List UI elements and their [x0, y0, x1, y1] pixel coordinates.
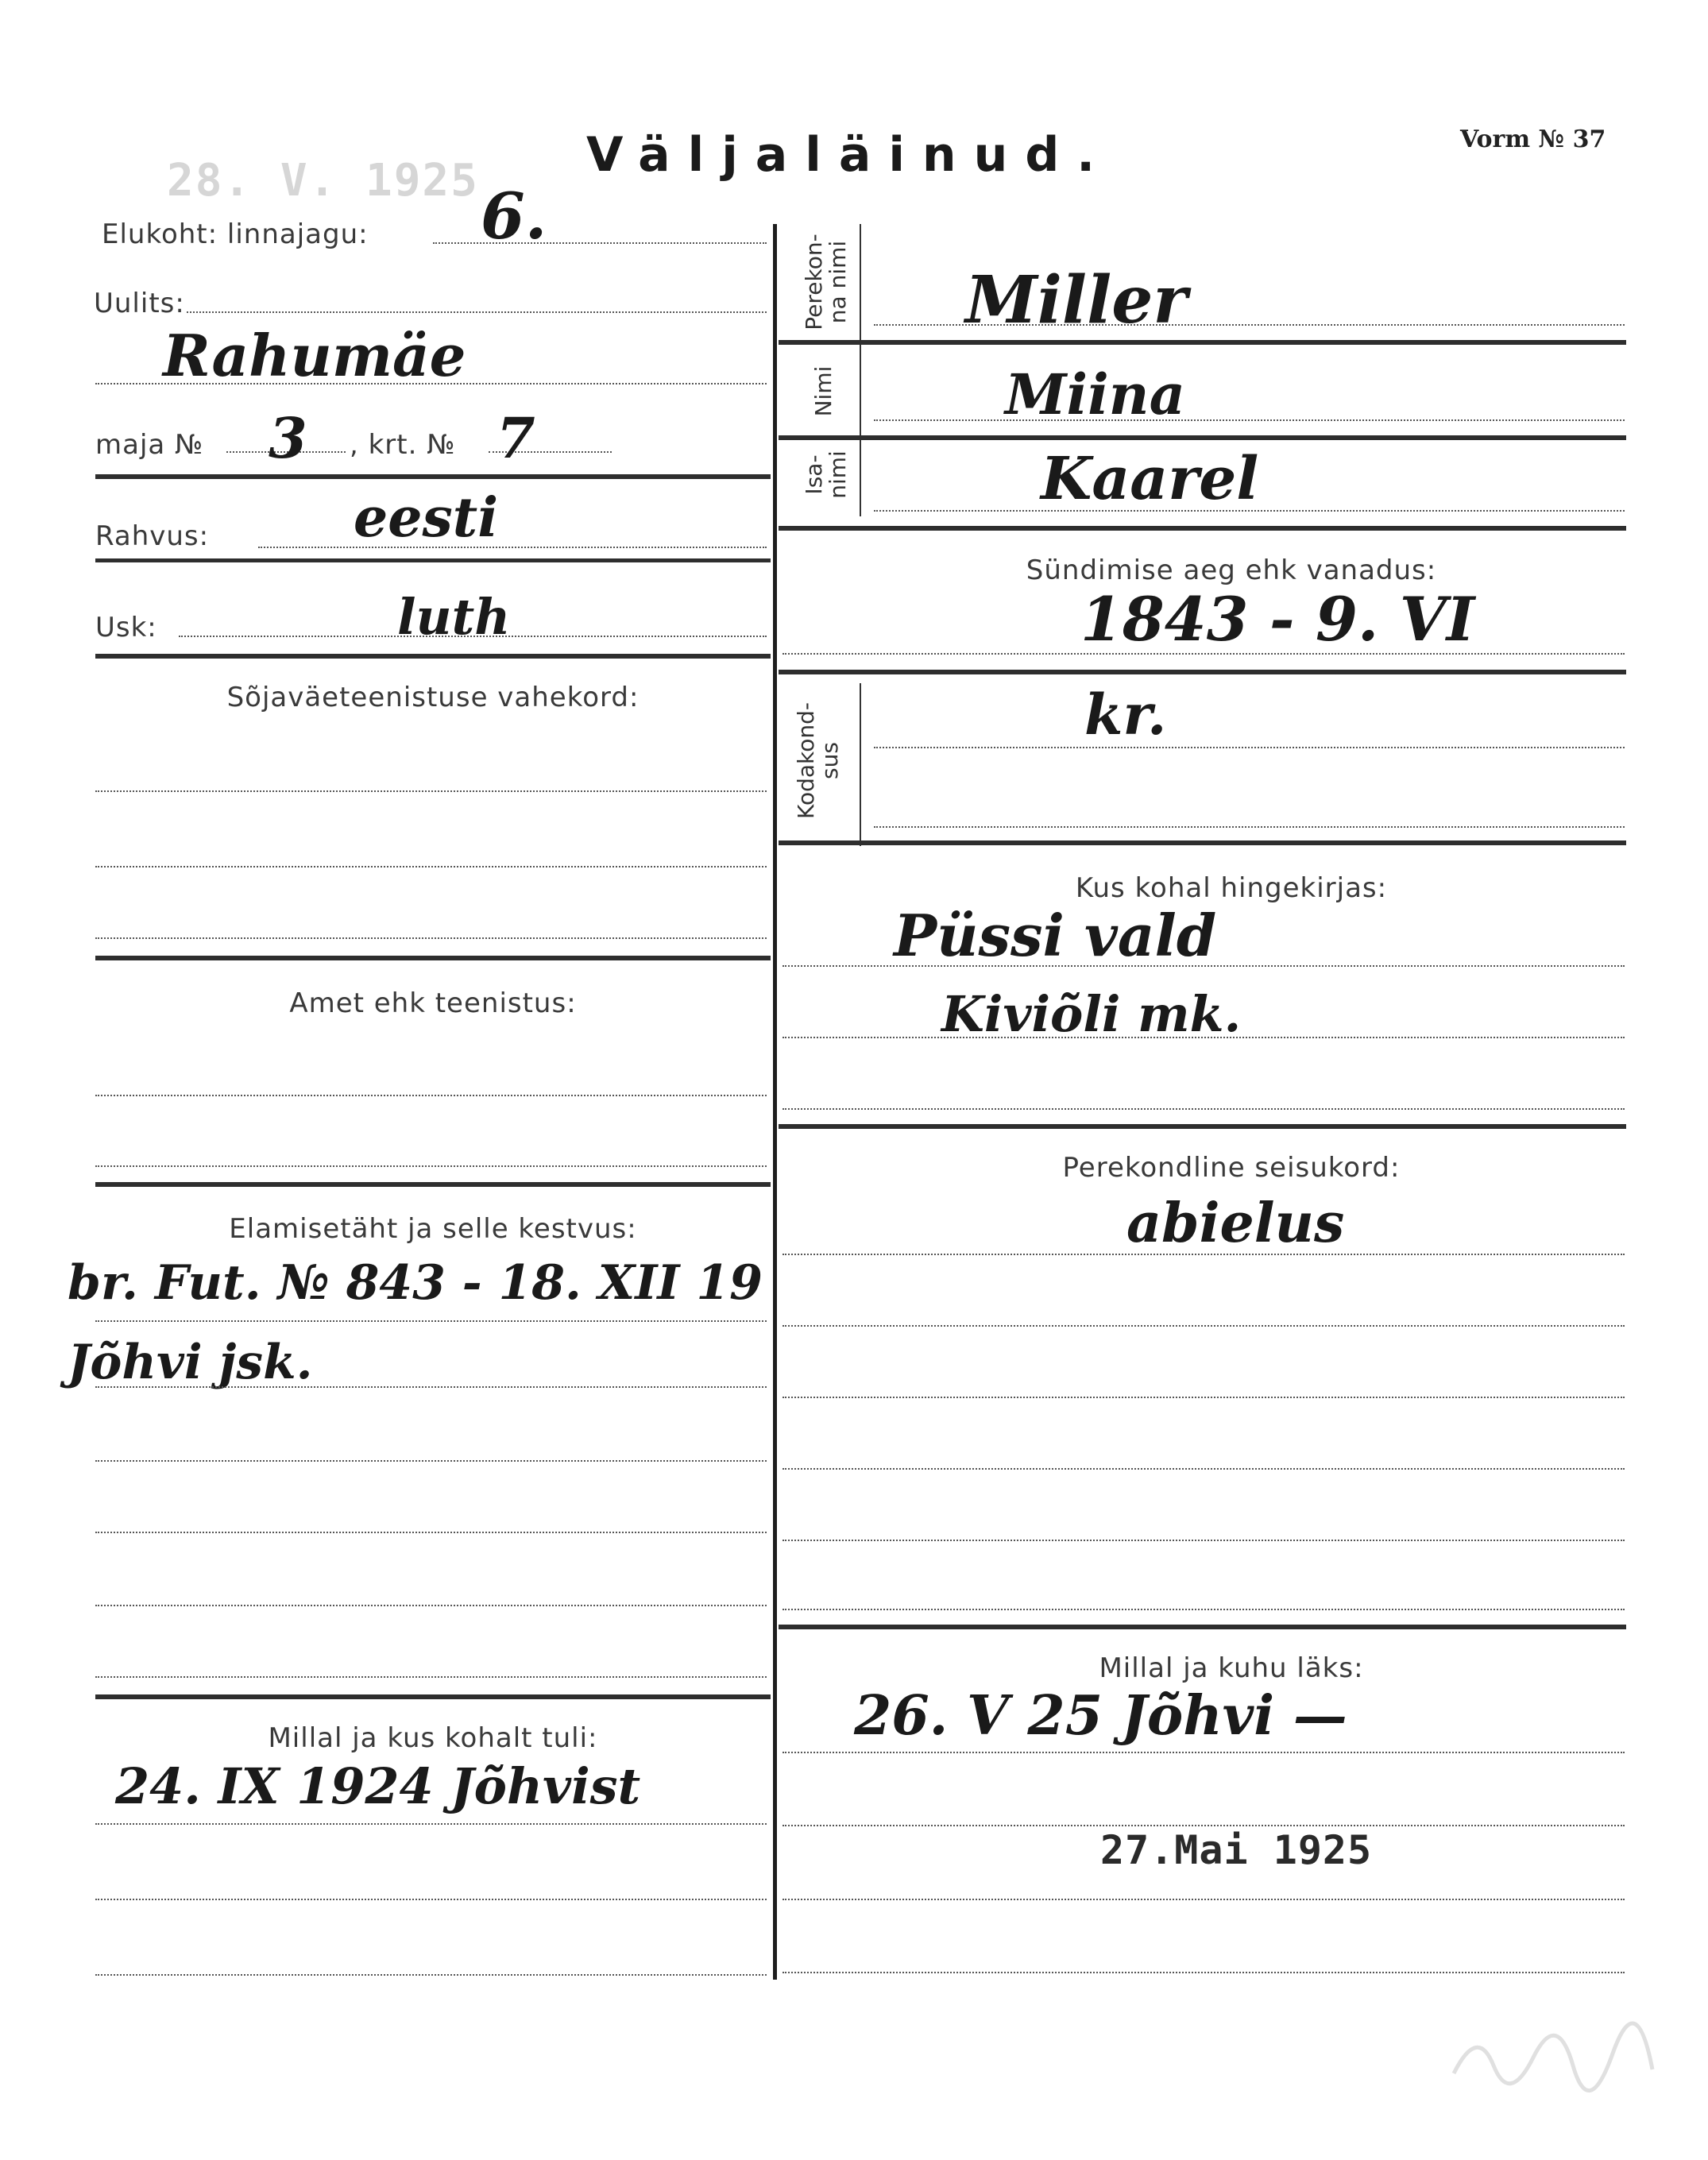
elamise-line1: br. Fut. № 843 - 18. XII 19	[68, 1255, 763, 1311]
nimi-value: Miina	[1005, 361, 1185, 427]
line	[783, 1468, 1625, 1470]
elukoht-label: Elukoht: linnajagu:	[102, 218, 369, 250]
tuli-value: 24. IX 1924 Jõhvist	[115, 1757, 641, 1815]
perekonnanimi-label: Perekon- na nimi	[801, 234, 851, 330]
tuli-label: Millal ja kus kohalt tuli:	[268, 1722, 598, 1754]
line	[874, 510, 1625, 512]
amet-label: Amet ehk teenistus:	[289, 987, 577, 1019]
line	[874, 324, 1625, 326]
hingekiri-label: Kus kohal hingekirjas:	[1075, 872, 1388, 904]
line	[783, 965, 1625, 967]
line	[783, 653, 1625, 655]
line	[95, 1974, 767, 1976]
line	[874, 826, 1625, 828]
line	[783, 1037, 1625, 1038]
line	[783, 1254, 1625, 1255]
section-divider	[95, 654, 771, 659]
sojavae-label: Sõjaväeteenistuse vahekord:	[226, 682, 640, 713]
perekonnanimi-value: Miller	[965, 262, 1188, 338]
elamise-line2: Jõhvi jsk.	[68, 1335, 313, 1390]
isanimi-label: Isa- nimi	[801, 450, 851, 499]
center-divider	[773, 224, 777, 1980]
line	[258, 547, 767, 548]
sundimise-label: Sündimise aeg ehk vanadus:	[1026, 554, 1437, 586]
line	[783, 1325, 1625, 1327]
line	[783, 1609, 1625, 1610]
usk-value: luth	[397, 588, 511, 646]
date-stamp-bottom: 27.Mai 1925	[1100, 1827, 1373, 1873]
laks-label: Millal ja kuhu läks:	[1099, 1652, 1364, 1684]
line	[95, 1386, 767, 1388]
line	[95, 790, 767, 792]
line	[783, 1825, 1625, 1826]
section-divider	[95, 474, 771, 479]
section-divider	[779, 840, 1626, 845]
line	[783, 1752, 1625, 1753]
usk-label: Usk:	[95, 612, 157, 643]
date-stamp-top: 28. V. 1925	[167, 155, 479, 207]
hingekiri-line2: Kiviõli mk.	[941, 985, 1242, 1043]
maja-label: maja №	[95, 429, 204, 461]
section-divider	[779, 526, 1626, 531]
kodakondsus-value: kr.	[1084, 682, 1167, 748]
sundimise-value: 1843 - 9. VI	[1080, 584, 1475, 655]
line	[187, 311, 767, 313]
perekondline-label: Perekondline seisukord:	[1062, 1152, 1401, 1184]
line	[95, 1899, 767, 1900]
form-number: Vorm № 37	[1460, 126, 1606, 153]
isanimi-value: Kaarel	[1041, 445, 1259, 513]
line	[95, 1165, 767, 1167]
uulits-value: Rahumäe	[163, 322, 466, 389]
label-column-edge	[860, 683, 861, 846]
section-divider	[779, 1625, 1626, 1629]
nimi-label: Nimi	[810, 365, 837, 417]
hingekiri-line1: Püssi vald	[894, 902, 1217, 969]
section-divider	[779, 340, 1626, 345]
faint-scribble	[1446, 2010, 1684, 2105]
kodakondsus-label: Kodakond- sus	[793, 702, 843, 819]
line	[783, 1540, 1625, 1541]
line	[95, 1823, 767, 1825]
line	[95, 937, 767, 939]
section-divider	[779, 670, 1626, 674]
line	[95, 1460, 767, 1462]
krt-label: , krt. №	[350, 429, 456, 461]
line	[95, 1676, 767, 1678]
line	[95, 1532, 767, 1533]
line	[783, 1972, 1625, 1973]
rahvus-label: Rahvus:	[95, 520, 210, 552]
section-divider	[779, 435, 1626, 440]
section-divider	[95, 1182, 771, 1187]
section-divider	[779, 1124, 1626, 1129]
elukoht-value: 6.	[481, 179, 547, 253]
section-divider	[95, 558, 771, 562]
form-title: Väljaläinud.	[586, 127, 1113, 183]
laks-value: 26. V 25 Jõhvi —	[854, 1684, 1347, 1748]
maja-value: 3	[269, 405, 307, 471]
line	[95, 1605, 767, 1606]
label-column-edge	[860, 224, 861, 516]
line	[783, 1899, 1625, 1900]
line	[95, 866, 767, 867]
line	[783, 1397, 1625, 1398]
uulits-label: Uulits:	[94, 288, 185, 319]
line	[95, 1320, 767, 1322]
line	[874, 747, 1625, 748]
line	[783, 1108, 1625, 1110]
perekondline-value: abielus	[1126, 1192, 1345, 1255]
line	[95, 383, 767, 384]
rahvus-value: eesti	[354, 486, 499, 550]
elamise-label: Elamisetäht ja selle kestvus:	[229, 1213, 637, 1245]
section-divider	[95, 956, 771, 960]
section-divider	[95, 1694, 771, 1699]
line	[95, 1095, 767, 1096]
krt-value: 7	[497, 405, 535, 471]
line	[874, 419, 1625, 421]
